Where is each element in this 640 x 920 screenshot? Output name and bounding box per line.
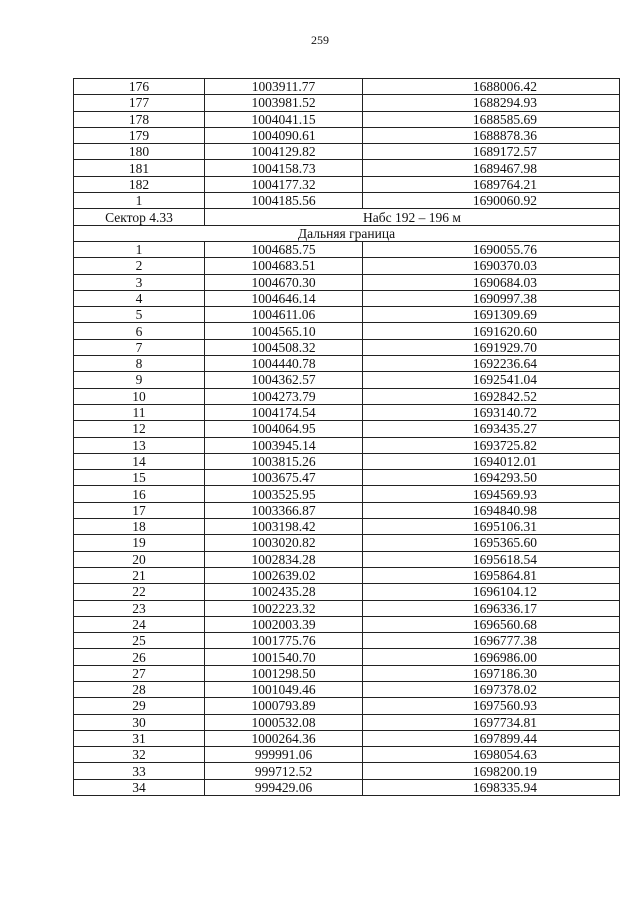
x-coordinate: 1002435.28 (205, 584, 363, 600)
x-coordinate: 1000264.36 (205, 730, 363, 746)
table-row (74, 665, 620, 681)
table-row (74, 763, 620, 779)
point-number: 28 (74, 681, 205, 697)
x-coordinate: 1000532.08 (205, 714, 363, 730)
table-row (74, 551, 620, 567)
x-coordinate: 1003198.42 (205, 519, 363, 535)
point-number: 11 (74, 404, 205, 420)
x-coordinate: 1003525.95 (205, 486, 363, 502)
x-coordinate: 1003981.52 (205, 95, 363, 111)
point-number: 179 (74, 127, 205, 143)
table-row (74, 258, 620, 274)
table-row (74, 421, 620, 437)
x-coordinate: 1004129.82 (205, 144, 363, 160)
table-row (74, 714, 620, 730)
table-row (74, 144, 620, 160)
y-coordinate: 1689172.57 (363, 144, 620, 160)
point-number: 21 (74, 567, 205, 583)
y-coordinate: 1693725.82 (363, 437, 620, 453)
y-coordinate: 1697186.30 (363, 665, 620, 681)
y-coordinate: 1693140.72 (363, 404, 620, 420)
table-row (74, 160, 620, 176)
table-row (74, 111, 620, 127)
y-coordinate: 1697734.81 (363, 714, 620, 730)
table-row (74, 274, 620, 290)
x-coordinate: 1003815.26 (205, 453, 363, 469)
y-coordinate: 1690055.76 (363, 241, 620, 257)
point-number: 23 (74, 600, 205, 616)
point-number: 30 (74, 714, 205, 730)
y-coordinate: 1696104.12 (363, 584, 620, 600)
boundary-rows (74, 241, 620, 795)
y-coordinate: 1691620.60 (363, 323, 620, 339)
table-row (74, 339, 620, 355)
sector-row (74, 209, 620, 225)
x-coordinate: 1002223.32 (205, 600, 363, 616)
point-number: 177 (74, 95, 205, 111)
y-coordinate: 1690997.38 (363, 290, 620, 306)
x-coordinate: 1004174.54 (205, 404, 363, 420)
sector-height: Набс 192 – 196 м (205, 209, 620, 225)
y-coordinate: 1688294.93 (363, 95, 620, 111)
table-row (74, 241, 620, 257)
table-row (74, 616, 620, 632)
point-number: 25 (74, 633, 205, 649)
table-row (74, 176, 620, 192)
y-coordinate: 1689467.98 (363, 160, 620, 176)
point-number: 182 (74, 176, 205, 192)
y-coordinate: 1695365.60 (363, 535, 620, 551)
table-row (74, 486, 620, 502)
point-number: 20 (74, 551, 205, 567)
y-coordinate: 1693435.27 (363, 421, 620, 437)
y-coordinate: 1696777.38 (363, 633, 620, 649)
y-coordinate: 1695618.54 (363, 551, 620, 567)
x-coordinate: 999712.52 (205, 763, 363, 779)
y-coordinate: 1694840.98 (363, 502, 620, 518)
table-row (74, 535, 620, 551)
y-coordinate: 1696336.17 (363, 600, 620, 616)
x-coordinate: 1002639.02 (205, 567, 363, 583)
point-number: 2 (74, 258, 205, 274)
point-number: 180 (74, 144, 205, 160)
point-number: 3 (74, 274, 205, 290)
table-row (74, 388, 620, 404)
x-coordinate: 1004565.10 (205, 323, 363, 339)
point-number: 27 (74, 665, 205, 681)
table-row (74, 127, 620, 143)
x-coordinate: 1004611.06 (205, 307, 363, 323)
y-coordinate: 1697378.02 (363, 681, 620, 697)
y-coordinate: 1694293.50 (363, 470, 620, 486)
x-coordinate: 1004177.32 (205, 176, 363, 192)
y-coordinate: 1692236.64 (363, 356, 620, 372)
y-coordinate: 1698054.63 (363, 747, 620, 763)
y-coordinate: 1694012.01 (363, 453, 620, 469)
table-row (74, 600, 620, 616)
x-coordinate: 1003675.47 (205, 470, 363, 486)
y-coordinate: 1691929.70 (363, 339, 620, 355)
coordinates-table (73, 78, 620, 796)
table-row (74, 730, 620, 746)
y-coordinate: 1695106.31 (363, 519, 620, 535)
y-coordinate: 1694569.93 (363, 486, 620, 502)
point-number: 34 (74, 779, 205, 795)
point-number: 8 (74, 356, 205, 372)
table-row (74, 323, 620, 339)
top-rows (74, 79, 620, 209)
table-row (74, 193, 620, 209)
table-row (74, 437, 620, 453)
table-row (74, 747, 620, 763)
y-coordinate: 1688585.69 (363, 111, 620, 127)
table-row (74, 372, 620, 388)
y-coordinate: 1697560.93 (363, 698, 620, 714)
y-coordinate: 1688878.36 (363, 127, 620, 143)
x-coordinate: 1001540.70 (205, 649, 363, 665)
point-number: 18 (74, 519, 205, 535)
table-row (74, 307, 620, 323)
x-coordinate: 1003911.77 (205, 79, 363, 95)
point-number: 5 (74, 307, 205, 323)
table-row (74, 567, 620, 583)
sector-label: Сектор 4.33 (74, 209, 205, 225)
point-number: 12 (74, 421, 205, 437)
y-coordinate: 1692842.52 (363, 388, 620, 404)
y-coordinate: 1691309.69 (363, 307, 620, 323)
x-coordinate: 1004440.78 (205, 356, 363, 372)
y-coordinate: 1688006.42 (363, 79, 620, 95)
y-coordinate: 1697899.44 (363, 730, 620, 746)
y-coordinate: 1698335.94 (363, 779, 620, 795)
y-coordinate: 1695864.81 (363, 567, 620, 583)
point-number: 14 (74, 453, 205, 469)
point-number: 16 (74, 486, 205, 502)
x-coordinate: 1001775.76 (205, 633, 363, 649)
y-coordinate: 1690684.03 (363, 274, 620, 290)
x-coordinate: 1002834.28 (205, 551, 363, 567)
x-coordinate: 1004090.61 (205, 127, 363, 143)
point-number: 24 (74, 616, 205, 632)
x-coordinate: 1004646.14 (205, 290, 363, 306)
x-coordinate: 1004670.30 (205, 274, 363, 290)
point-number: 1 (74, 241, 205, 257)
x-coordinate: 1003020.82 (205, 535, 363, 551)
point-number: 29 (74, 698, 205, 714)
table-row (74, 453, 620, 469)
point-number: 15 (74, 470, 205, 486)
x-coordinate: 1002003.39 (205, 616, 363, 632)
y-coordinate: 1696986.00 (363, 649, 620, 665)
table-row (74, 698, 620, 714)
point-number: 31 (74, 730, 205, 746)
point-number: 9 (74, 372, 205, 388)
x-coordinate: 1004685.75 (205, 241, 363, 257)
table-row (74, 290, 620, 306)
point-number: 13 (74, 437, 205, 453)
point-number: 4 (74, 290, 205, 306)
y-coordinate: 1690370.03 (363, 258, 620, 274)
point-number: 10 (74, 388, 205, 404)
sector-rows (74, 209, 620, 242)
point-number: 176 (74, 79, 205, 95)
x-coordinate: 1004064.95 (205, 421, 363, 437)
y-coordinate: 1692541.04 (363, 372, 620, 388)
table-row (74, 356, 620, 372)
table-row (74, 404, 620, 420)
x-coordinate: 1004508.32 (205, 339, 363, 355)
x-coordinate: 1004362.57 (205, 372, 363, 388)
table-row (74, 79, 620, 95)
table-row (74, 779, 620, 795)
point-number: 178 (74, 111, 205, 127)
x-coordinate: 1003945.14 (205, 437, 363, 453)
table-row (74, 681, 620, 697)
point-number: 1 (74, 193, 205, 209)
table-row (74, 95, 620, 111)
point-number: 7 (74, 339, 205, 355)
point-number: 6 (74, 323, 205, 339)
boundary-row (74, 225, 620, 241)
table-row (74, 502, 620, 518)
y-coordinate: 1689764.21 (363, 176, 620, 192)
table-row (74, 519, 620, 535)
x-coordinate: 999991.06 (205, 747, 363, 763)
boundary-label: Дальняя граница (74, 225, 620, 241)
x-coordinate: 1001298.50 (205, 665, 363, 681)
x-coordinate: 1004273.79 (205, 388, 363, 404)
point-number: 19 (74, 535, 205, 551)
page-number: 259 (311, 33, 329, 47)
x-coordinate: 1001049.46 (205, 681, 363, 697)
x-coordinate: 1003366.87 (205, 502, 363, 518)
x-coordinate: 1004041.15 (205, 111, 363, 127)
point-number: 33 (74, 763, 205, 779)
y-coordinate: 1690060.92 (363, 193, 620, 209)
y-coordinate: 1696560.68 (363, 616, 620, 632)
point-number: 181 (74, 160, 205, 176)
point-number: 26 (74, 649, 205, 665)
table-row (74, 633, 620, 649)
x-coordinate: 1000793.89 (205, 698, 363, 714)
x-coordinate: 1004185.56 (205, 193, 363, 209)
point-number: 22 (74, 584, 205, 600)
table-row (74, 649, 620, 665)
x-coordinate: 1004158.73 (205, 160, 363, 176)
table-row (74, 470, 620, 486)
y-coordinate: 1698200.19 (363, 763, 620, 779)
point-number: 32 (74, 747, 205, 763)
point-number: 17 (74, 502, 205, 518)
table-row (74, 584, 620, 600)
x-coordinate: 999429.06 (205, 779, 363, 795)
x-coordinate: 1004683.51 (205, 258, 363, 274)
